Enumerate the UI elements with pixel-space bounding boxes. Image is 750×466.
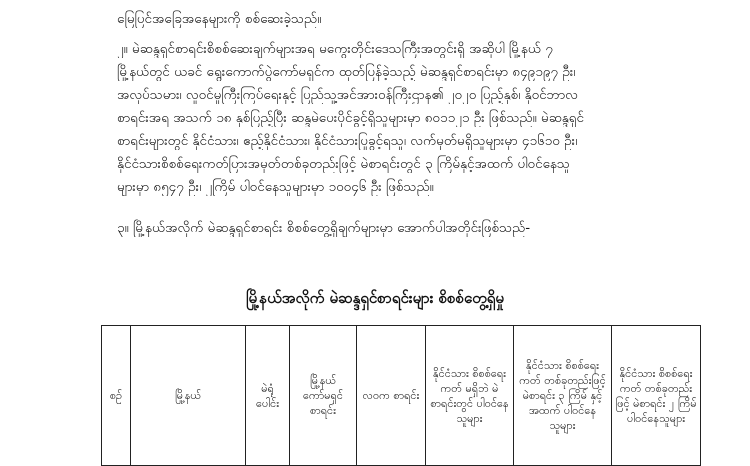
paragraph-2-line-4: စာရင်းအရ အသက် ၁၈ နှစ်ပြည့်ပြီး ဆန္ဒမဲပေးပိုင်ခွင့်ရှိသူများမှာ ၈၀၁၁၂၁ ဦး ဖြစ်သည်။ မဲဆန္ဒရှင် [117, 110, 584, 126]
table-heading: မြို့နယ်အလိုက် မဲဆန္ဒရှင်စာရင်းများ စိစစ်တွေ့ရှိမှု [246, 289, 504, 307]
paragraph-2-line-2: မြို့နယ်တွင် ယခင် ရွေးကောက်ပွဲကော်မရှင်က ထုတ်ပြန်ခဲ့သည့် မဲဆန္ဒရှင်စာရင်းမှာ ၈၄၉၁၉၇ ဦး၊ [117, 64, 576, 80]
header-three-plus-duplicates: နိုင်ငံသား စိစစ်ရေးကတ် တစ်ခုတည်းဖြင့် မဲစာရင်း ၃ ကြိမ် နှင့်အထက် ပါဝင်နေသူများ [514, 326, 612, 466]
paragraph-3-line-1: ၃။ မြို့နယ်အလိုက် မဲဆန္ဒရှင်စာရင်း စိစစ်တွေ့ရှိချက်များမှာ အောက်ပါအတိုင်းဖြစ်သည်- [117, 220, 531, 236]
survey-table [101, 325, 701, 466]
paragraph-2-line-6: နိုင်ငံသားစိစစ်ရေးကတ်ပြားအမှတ်တစ်ခုတည်းဖြင့် မဲစာရင်းတွင် ၃ ကြိမ်နှင့်အထက် ပါဝင်နေသူ [117, 156, 570, 172]
paragraph-2-line-5: စာရင်းများတွင် နိုင်ငံသား၊ ဧည့်နိုင်ငံသား၊ နိုင်ငံသားပြုခွင့်ရသူ၊ လက်မှတ်မရှိသူများမှာ ၄၁၆၁၀ ဦး၊ [117, 133, 578, 149]
header-serial-number: စဉ် [102, 326, 131, 466]
header-township: မြို့နယ် [131, 326, 246, 466]
header-immigration-list: လဝက စာရင်း [357, 326, 426, 466]
header-two-duplicates: နိုင်ငံသား စိစစ်ရေးကတ် တစ်ခုတည်းဖြင့် မဲစာရင်း ၂ ကြိမ် ပါဝင်နေသူများ [612, 326, 701, 466]
header-township-commission-list: မြို့နယ် ကော်မရှင် စာရင်း [290, 326, 357, 466]
header-no-id-card-voters: နိုင်ငံသား စိစစ်ရေးကတ် မရှိဘဲ မဲစာရင်းတွင် ပါဝင်နေသူများ [426, 326, 514, 466]
paragraph-2-line-7: များမှာ ၈၅၄၇ ဦး၊ ၂ကြိမ် ပါဝင်နေသူများမှာ ၁၀၀၄၆ ဦး ဖြစ်သည်။ [117, 179, 434, 195]
paragraph-1-tail: မြေပြင်အခြေအနေများကို စစ်ဆေးခဲ့သည်။ [117, 11, 322, 27]
table-header-row [102, 326, 701, 466]
paragraph-2-line-3: အလုပ်သမား၊ လူဝင်မှုကြီးကြပ်ရေးနှင့် ပြည်သူ့အင်အားဝန်ကြီးဌာန၏ ၂၀၂၀ ပြည့်နှစ်၊ နိုဝင်ဘာလ [117, 87, 578, 103]
paragraph-2-line-1: ၂။ မဲဆန္ဒရှင်စာရင်းစိစစ်ဆေးချက်များအရ မကွေးတိုင်းဒေသကြီးအတွင်းရှိ အဆိုပါ မြို့နယ် ၇ [117, 41, 553, 57]
header-polling-stations: မဲရုံ ပေါင်း [246, 326, 290, 466]
